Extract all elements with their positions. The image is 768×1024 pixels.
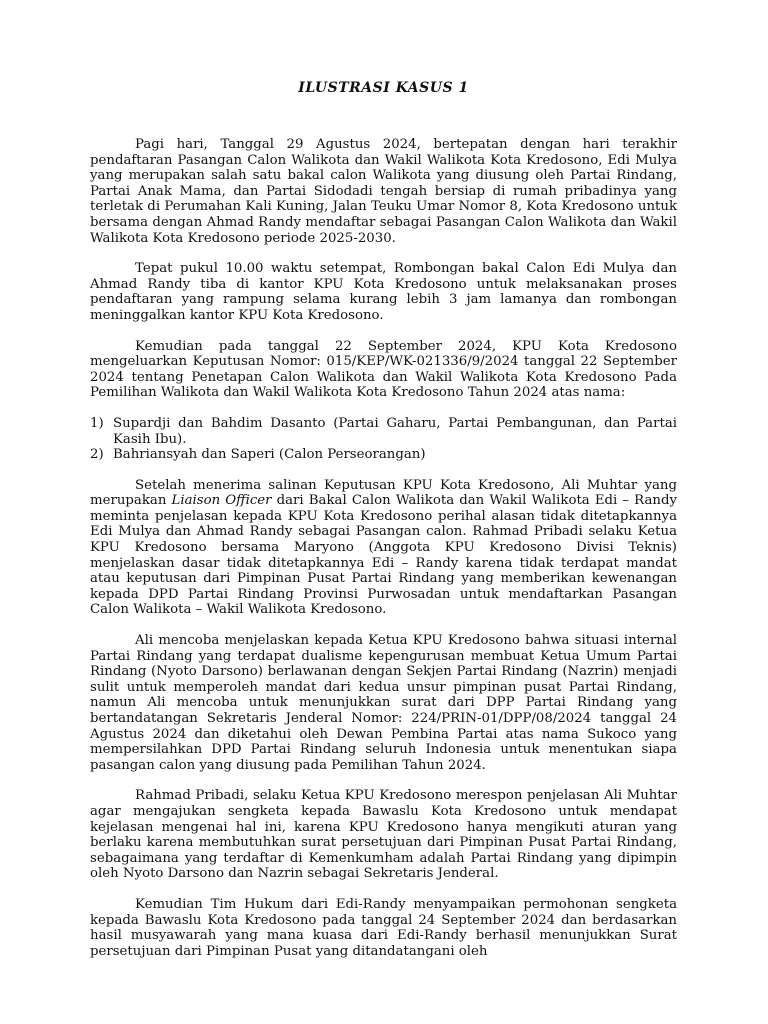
paragraph-4-italic: Liaison Officer (171, 493, 272, 509)
list-item (90, 447, 677, 463)
paragraph-6: Rahmad Pribadi, selaku Ketua KPU Kredosono merespon penjelasan Ali Muhtar agar mengajukan sengketa kepada Bawaslu Kota Kredosono untuk mendapat kejelasan mengenai hal ini, karena KPU Kredosono hanya mengikuti aturan yang berlaku karena membutuhkan surat persetujuan dari Pimpinan Pusat Partai Rindang, sebagaimana yang terdaftar di Kemenkumham adalah Partai Rindang yang dipimpin oleh Nyoto Darsono dan Nazrin sebagai Sekretaris Jenderal. (90, 788, 677, 882)
list-item-number: 1) (90, 415, 104, 431)
list-item (90, 416, 677, 447)
paragraph-7: Kemudian Tim Hukum dari Edi-Randy menyampaikan permohonan sengketa kepada Bawaslu Kota Kredosono pada tanggal 24 September 2024 dan berdasarkan hasil musyawarah yang mana kuasa dari Edi-Randy berhasil menunjukkan Surat persetujuan dari Pimpinan Pusat yang ditandatangani oleh (90, 896, 677, 959)
candidate-list (90, 416, 677, 463)
paragraph-4 (90, 478, 677, 618)
list-item-text: Bahriansyah dan Saperi (Calon Perseorangan) (113, 447, 426, 463)
paragraph-4-before: Setelah menerima salinan Keputusan KPU Kota Kredosono, Ali Muhtar yang merupakan (90, 477, 677, 509)
paragraph-3: Kemudian pada tanggal 22 September 2024, KPU Kota Kredosono mengeluarkan Keputusan Nomor: 015/KEP/WK-021336/9/2024 tanggal 22 September 2024 tentang Penetapan Calon Walikota dan Wakil Walikota Kota Kredosono Pada Pemilihan Walikota dan Wakil Walikota Kota Kredosono Tahun 2024 atas nama: (90, 338, 677, 401)
document-page (90, 78, 677, 959)
paragraph-2: Tepat pukul 10.00 waktu setempat, Rombongan bakal Calon Edi Mulya dan Ahmad Randy tiba di kantor KPU Kota Kredosono untuk melaksanakan proses pendaftaran yang rampung selama kurang lebih 3 jam lamanya dan rombongan meninggalkan kantor KPU Kota Kredosono. (90, 261, 677, 323)
document-title: ILUSTRASI KASUS 1 (298, 80, 469, 96)
paragraph-1: Pagi hari, Tanggal 29 Agustus 2024, bertepatan dengan hari terakhir pendaftaran Pasangan Calon Walikota dan Wakil Walikota Kota Kredosono, Edi Mulya yang merupakan salah satu bakal calon Walikota yang diusung oleh Partai Rindang, Partai Anak Mama, dan Partai Sidodadi tengah bersiap di rumah pribadinya yang terletak di Perumahan Kali Kuning, Jalan Teuku Umar Nomor 8, Kota Kredosono untuk bersama dengan Ahmad Randy mendaftar sebagai Pasangan Calon Walikota dan Wakil Walikota Kota Kredosono periode 2025-2030. (90, 137, 677, 246)
paragraph-4-after: dari Bakal Calon Walikota dan Wakil Walikota Edi – Randy meminta penjelasan kepada KPU Kota Kredosono perihal alasan tidak ditetapkannya Edi Mulya dan Ahmad Randy sebagai Pasangan calon. Rahmad Pribadi selaku Ketua KPU Kredosono bersama Maryono (Anggota KPU Kredosono Divisi Teknis) menjelaskan dasar tidak ditetapkannya Edi – Randy karena tidak terdapat mandat atau keputusan dari Pimpinan Pusat Partai Rindang yang memberikan kewenangan kepada DPD Partai Rindang Provinsi Purwosadan untuk mendaftarkan Pasangan Calon Walikota – Wakil Walikota Kredosono. (90, 493, 677, 618)
paragraph-5: Ali mencoba menjelaskan kepada Ketua KPU Kredosono bahwa situasi internal Partai Rindang yang terdapat dualisme kepengurusan membuat Ketua Umum Partai Rindang (Nyoto Darsono) berlawanan dengan Sekjen Partai Rindang (Nazrin) menjadi sulit untuk memperoleh mandat dari kedua unsur pimpinan pusat Partai Rindang, namun Ali mencoba untuk menunjukkan surat dari DPP Partai Rindang yang bertandatangan Sekretaris Jenderal Nomor: 224/PRIN-01/DPP/08/2024 tanggal 24 Agustus 2024 dan diketahui oleh Dewan Pembina Partai atas nama Sukoco yang mempersilahkan DPD Partai Rindang seluruh Indonesia untuk menentukan siapa pasangan calon yang diusung pada Pemilihan Tahun 2024. (90, 633, 677, 773)
list-item-text: Supardji dan Bahdim Dasanto (Partai Gaharu, Partai Pembangunan, dan Partai Kasih Ibu). (113, 415, 677, 447)
list-item-number: 2) (90, 447, 104, 463)
